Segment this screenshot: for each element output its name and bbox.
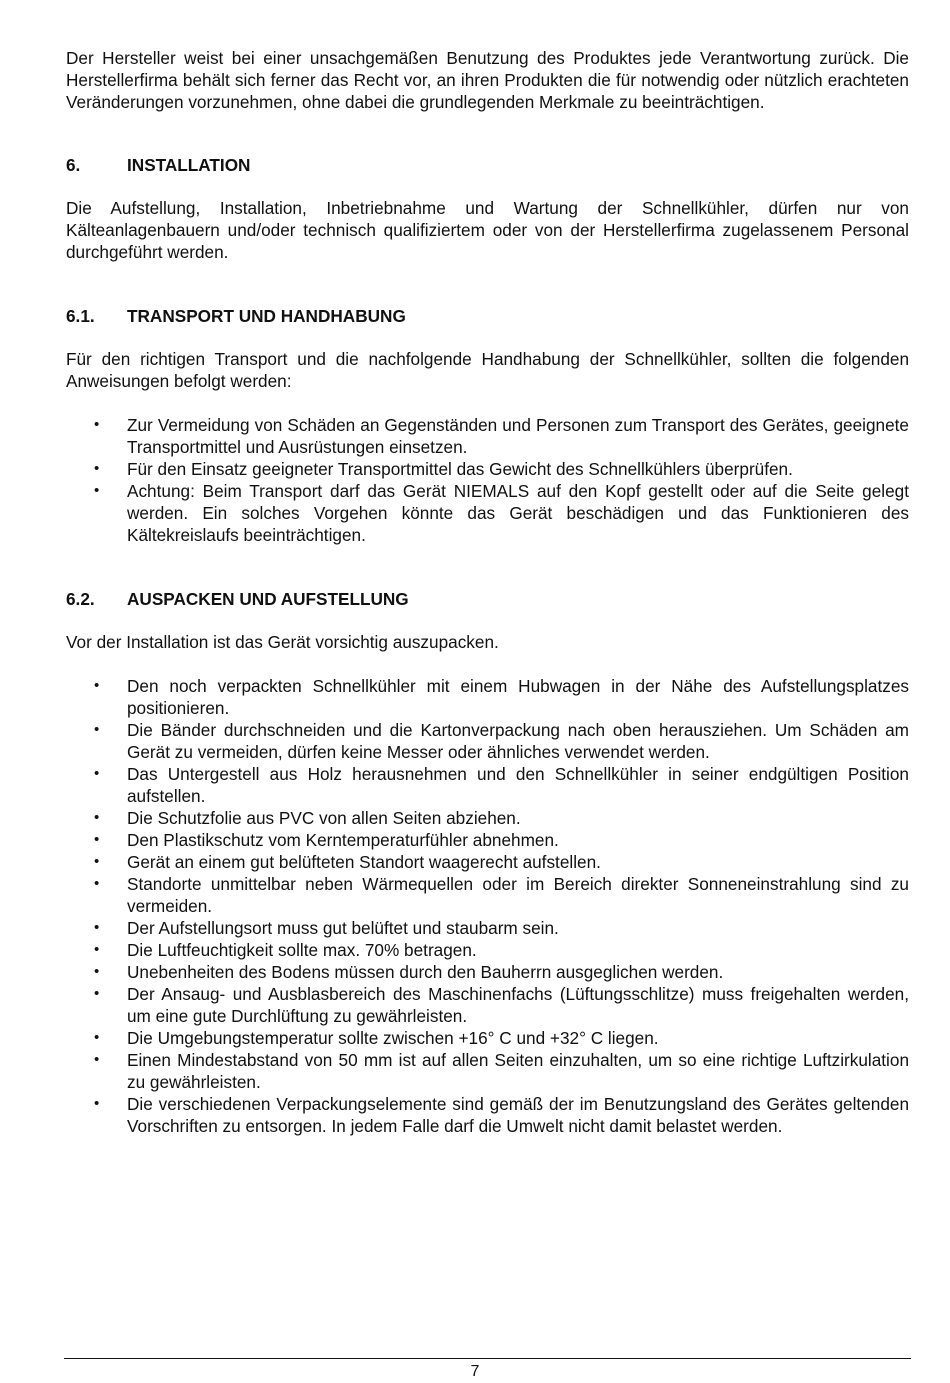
- bullet-icon: •: [94, 941, 100, 958]
- list-item-text: Der Aufstellungsort muss gut belüftet und staubarm sein.: [127, 918, 559, 938]
- list-item-text: Die Umgebungstemperatur sollte zwischen +16° C und +32° C liegen.: [127, 1028, 659, 1048]
- list-item: [66, 917, 909, 939]
- list-item-text: Der Ansaug- und Ausblasbereich des Maschinenfachs (Lüftungsschlitze) muss freigehalten werden, um eine gute Durchlüftung zu gewährleisten.: [127, 984, 909, 1026]
- section-title: AUSPACKEN UND AUFSTELLUNG: [127, 589, 409, 609]
- bullet-icon: •: [94, 460, 100, 477]
- bullet-icon: •: [94, 963, 100, 980]
- bullet-icon: •: [94, 1029, 100, 1046]
- list-item: [66, 1027, 909, 1049]
- bullet-icon: •: [94, 831, 100, 848]
- list-item: [66, 1049, 909, 1093]
- section-6-1-heading: [66, 305, 909, 327]
- list-item-text: Die verschiedenen Verpackungselemente sind gemäß der im Benutzungsland des Gerätes geltenden Vorschriften zu entsorgen. In jedem Falle darf die Umwelt nicht damit belastet werden.: [127, 1094, 909, 1136]
- list-item-text: Standorte unmittelbar neben Wärmequellen oder im Bereich direkter Sonneneinstrahlung sind zu vermeiden.: [127, 874, 909, 916]
- section-number: 6.2.: [66, 589, 95, 609]
- bullet-icon: •: [94, 416, 100, 433]
- section-6-heading: [66, 154, 909, 176]
- list-item-text: Gerät an einem gut belüfteten Standort waagerecht aufstellen.: [127, 852, 601, 872]
- document-page: [66, 47, 909, 1137]
- list-item: [66, 675, 909, 719]
- list-item: [66, 719, 909, 763]
- list-item-text: Den noch verpackten Schnellkühler mit einem Hubwagen in der Nähe des Aufstellungsplatzes positionieren.: [127, 676, 909, 718]
- list-item: [66, 851, 909, 873]
- list-item: [66, 829, 909, 851]
- section-number: 6.: [66, 155, 81, 175]
- list-item: [66, 873, 909, 917]
- bullet-icon: •: [94, 677, 100, 694]
- list-item: [66, 458, 909, 480]
- section-6-2-paragraph: Vor der Installation ist das Gerät vorsichtig auszupacken.: [66, 632, 499, 652]
- list-item: [66, 763, 909, 807]
- list-item: [66, 939, 909, 961]
- bullet-icon: •: [94, 765, 100, 782]
- bullet-icon: •: [94, 1051, 100, 1068]
- list-item: [66, 961, 909, 983]
- list-item: [66, 807, 909, 829]
- transport-bullet-list: [66, 414, 909, 546]
- bullet-icon: •: [94, 721, 100, 738]
- list-item-text: Einen Mindestabstand von 50 mm ist auf allen Seiten einzuhalten, um so eine richtige Luftzirkulation zu gewährleisten.: [127, 1050, 909, 1092]
- list-item: [66, 1093, 909, 1137]
- section-6-paragraph: Die Aufstellung, Installation, Inbetriebnahme und Wartung der Schnellkühler, dürfen nur von Kälteanlagenbauern und/oder technisch qualifiziertem oder von der Herstellerfirma zugelassenem Personal durchgeführt werden.: [66, 198, 909, 262]
- section-number: 6.1.: [66, 306, 95, 326]
- page-number: 7: [470, 1363, 480, 1380]
- bullet-icon: •: [94, 985, 100, 1002]
- section-6-2-heading: [66, 588, 909, 610]
- section-title: TRANSPORT UND HANDHABUNG: [127, 306, 406, 326]
- bullet-icon: •: [94, 853, 100, 870]
- bullet-icon: •: [94, 1095, 100, 1112]
- list-item-text: Den Plastikschutz vom Kerntemperaturfühler abnehmen.: [127, 830, 559, 850]
- list-item-text: Zur Vermeidung von Schäden an Gegenständen und Personen zum Transport des Gerätes, geeignete Transportmittel und Ausrüstungen einsetzen.: [127, 415, 909, 457]
- list-item-text: Die Luftfeuchtigkeit sollte max. 70% betragen.: [127, 940, 477, 960]
- intro-paragraph: Der Hersteller weist bei einer unsachgemäßen Benutzung des Produktes jede Verantwortung zurück. Die Herstellerfirma behält sich ferner das Recht vor, an ihren Produkten die für notwendig oder nützlich erachteten Veränderungen vorzunehmen, ohne dabei die grundlegenden Merkmale zu beeinträchtigen.: [66, 48, 909, 112]
- bullet-icon: •: [94, 482, 100, 499]
- list-item-text: Achtung: Beim Transport darf das Gerät NIEMALS auf den Kopf gestellt oder auf die Seite gelegt werden. Ein solches Vorgehen könnte das Gerät beschädigen und das Funktionieren des Kältekreislaufs beeinträchtigen.: [127, 481, 909, 545]
- list-item-text: Unebenheiten des Bodens müssen durch den Bauherrn ausgeglichen werden.: [127, 962, 724, 982]
- list-item: [66, 983, 909, 1027]
- section-6-1-paragraph: Für den richtigen Transport und die nachfolgende Handhabung der Schnellkühler, sollten die folgenden Anweisungen befolgt werden:: [66, 349, 909, 391]
- bullet-icon: •: [94, 919, 100, 936]
- bullet-icon: •: [94, 875, 100, 892]
- bullet-icon: •: [94, 809, 100, 826]
- list-item-text: Das Untergestell aus Holz herausnehmen und den Schnellkühler in seiner endgültigen Position aufstellen.: [127, 764, 909, 806]
- list-item-text: Die Bänder durchschneiden und die Kartonverpackung nach oben herausziehen. Um Schäden am Gerät zu vermeiden, dürfen keine Messer oder ähnliches verwendet werden.: [127, 720, 909, 762]
- section-title: INSTALLATION: [127, 155, 251, 175]
- list-item: [66, 480, 909, 546]
- unpacking-bullet-list: [66, 675, 909, 1137]
- footer-divider: [64, 1358, 911, 1359]
- list-item-text: Die Schutzfolie aus PVC von allen Seiten abziehen.: [127, 808, 521, 828]
- list-item: [66, 414, 909, 458]
- list-item-text: Für den Einsatz geeigneter Transportmittel das Gewicht des Schnellkühlers überprüfen.: [127, 459, 793, 479]
